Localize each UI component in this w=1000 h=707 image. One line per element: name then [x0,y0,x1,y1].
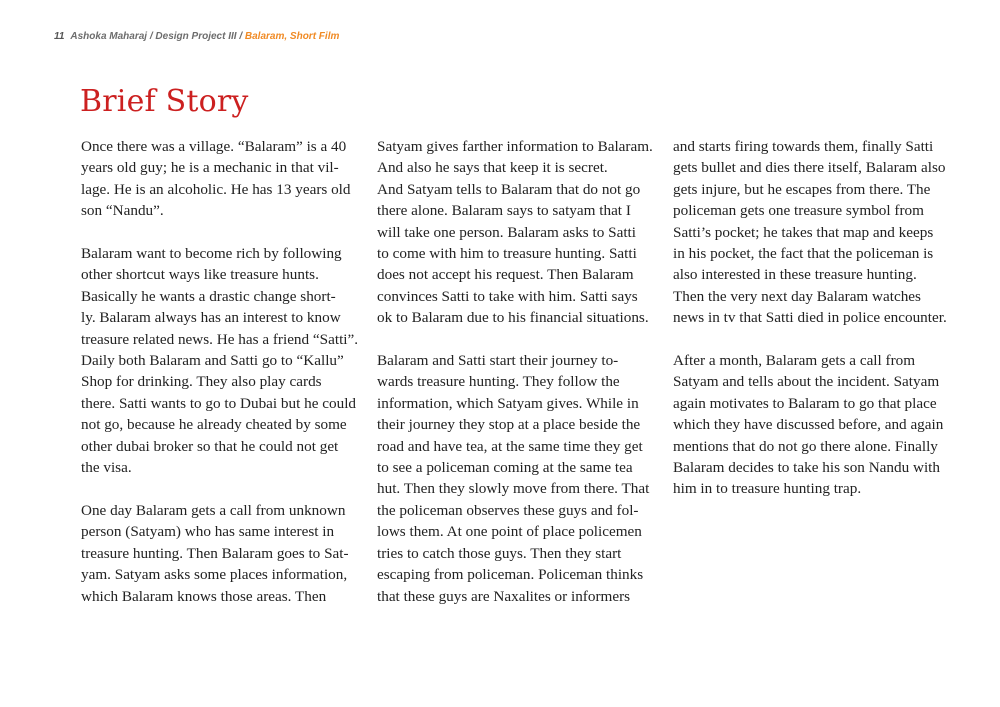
page-number: 11 [54,31,65,42]
story-paragraph: One day Balaram gets a call from unknown person (Satyam) who has same interest in treasure hunting. Then Balaram goes to Sat- yam. Satyam asks some places information, which Balaram knows those areas. Then [81,501,349,605]
story-paragraph: Satyam gives farther information to Balaram. And also he says that keep it is secret. And Satyam tells to Balaram that do not go there alone. Balaram says to satyam that I will take one person. Balaram asks to Satti to come with him to treasure hunting. Satti does not accept his request. Then Balaram convinces Satti to take with him. Satti says ok to Balaram due to his financial situations. [377,138,653,327]
page-title: Brief Story [80,84,249,119]
story-paragraph: and starts firing towards them, finally Satti gets bullet and dies there itself, Balaram also gets injure, but he escapes from there. The policeman gets one treasure symbol from Satti’s pocket; he takes that map and keeps in his pocket, the fact that the policeman is also interested in these treasure hunting. Then the very next day Balaram watches news in tv that Satti died in police encounter. [673,138,947,327]
story-paragraph: Once there was a village. “Balaram” is a 40 years old guy; he is a mechanic in that vil- lage. He is an alcoholic. He has 13 years old son “Nandu”. [81,138,351,220]
story-paragraph: Balaram and Satti start their journey to- wards treasure hunting. They follow the information, which Satyam gives. While in their journey they stop at a place beside the road and have tea, at the same time they get to see a policeman coming at the same tea hut. Then they slowly move from there. That the policeman observes these guys and fol- lows them. At one point of place policemen tries to catch those guys. Then they start escaping from policeman. Policeman thinks that these guys are Naxalites or informers [377,352,650,605]
story-column-2 [377,136,657,628]
story-column-3 [673,136,953,521]
story-paragraph: Balaram want to become rich by following other shortcut ways like treasure hunts. Basically he wants a drastic change short- ly. Balaram always has an interest to know treasure related news. He has a friend “Satti”. Daily both Balaram and Satti go to “Kallu” Shop for drinking. They also play cards there. Satti wants to go to Dubai but he could not go, because he already cheated by some other dubai broker so that he could not get the visa. [81,245,359,477]
page-header [54,31,339,42]
breadcrumb-project-title: Balaram, Short Film [244,31,340,42]
story-paragraph: After a month, Balaram gets a call from Satyam and tells about the incident. Satyam again motivates to Balaram to go that place which they have discussed before, and again mentions that do not go there alone. Finally Balaram decides to take his son Nandu with him in to treasure hunting trap. [673,352,944,498]
story-column-1 [81,136,361,628]
breadcrumb: Ashoka Maharaj / Design Project III / [70,31,243,42]
